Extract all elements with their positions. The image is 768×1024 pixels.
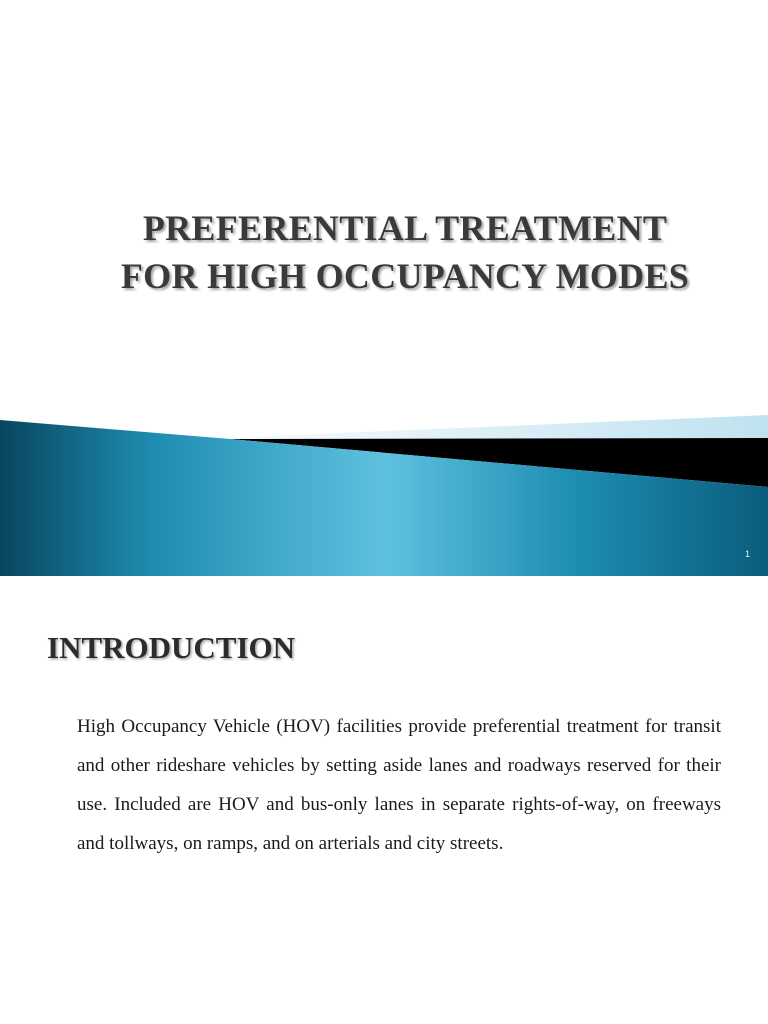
decorative-wave-band: [0, 405, 768, 576]
content-slide: [0, 576, 768, 1024]
slide-title-line-2: FOR HIGH OCCUPANCY MODES: [120, 256, 690, 296]
slide-number: 1: [744, 549, 750, 559]
slide-title-line-1: PREFERENTIAL TREATMENT: [142, 208, 668, 248]
pale-blue-stripe: [150, 415, 768, 441]
body-paragraph: High Occupancy Vehicle (HOV) facilities provide preferential treatment for transit and other rideshare vehicles by setting aside lanes and roadways reserved for their use. Included are HOV and bus-only lanes in separate rights-of-way, on freeways and tollways, on ramps, and on arterials and city streets.: [77, 716, 721, 854]
section-heading: INTRODUCTION: [47, 630, 296, 665]
slide-title: [60, 204, 750, 300]
